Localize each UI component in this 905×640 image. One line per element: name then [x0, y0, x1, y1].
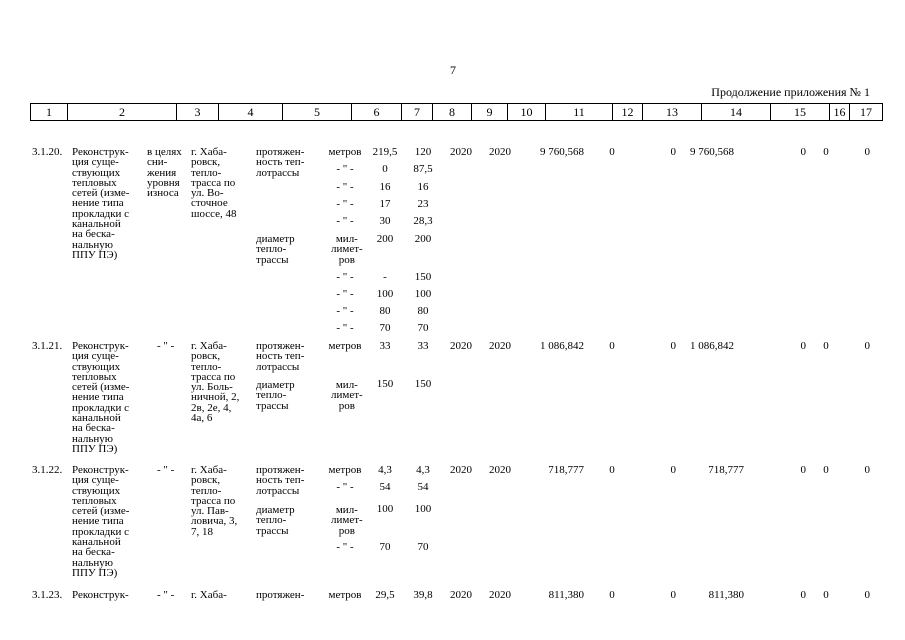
ditto-mark: - " -	[336, 198, 354, 210]
value-before: 54	[379, 481, 391, 493]
value-after: 87,5	[413, 163, 433, 175]
value-before: 29,5	[375, 589, 395, 601]
row-param-length: протяжен-	[256, 589, 305, 601]
row-unit: мил- лимет- ров	[331, 504, 363, 537]
col16-value: 0	[823, 589, 829, 601]
column-number: 11	[546, 104, 613, 121]
col13-value: 0	[670, 146, 676, 158]
col17-value: 0	[864, 146, 870, 158]
row-id: 3.1.21.	[32, 340, 63, 352]
col15-value: 0	[800, 146, 806, 158]
value-before: 219,5	[372, 146, 398, 158]
value-after: 33	[417, 340, 429, 352]
row-unit: метров	[328, 589, 362, 601]
value-after: 120	[414, 146, 432, 158]
continuation-caption: Продолжение приложения № 1	[711, 85, 870, 99]
ditto-mark: - " -	[336, 215, 354, 227]
row-purpose: - " -	[157, 464, 175, 476]
start-year: 2020	[450, 589, 472, 601]
value-before: 100	[376, 288, 394, 300]
value-before: 150	[376, 378, 394, 390]
ditto-mark: - " -	[336, 271, 354, 283]
value-after: 54	[417, 481, 429, 493]
end-year: 2020	[489, 340, 511, 352]
column-number: 1	[31, 104, 68, 121]
value-after: 150	[414, 271, 432, 283]
row-location: г. Хаба- ровск, тепло- трасса по ул. Боль- ничной, 2, 2в, 2е, 4, 4а, 6	[191, 340, 240, 425]
ditto-mark: - " -	[336, 322, 354, 334]
row-unit: мил- лимет- ров	[331, 379, 363, 412]
column-number: 7	[402, 104, 433, 121]
start-year: 2020	[450, 340, 472, 352]
value-before: 16	[379, 181, 391, 193]
value-before: 100	[376, 503, 394, 515]
col15-value: 0	[800, 464, 806, 476]
column-number: 5	[283, 104, 352, 121]
col12-value: 0	[609, 464, 615, 476]
value-before: 70	[379, 541, 391, 553]
value-before: 4,3	[378, 464, 392, 476]
col15-value: 0	[800, 340, 806, 352]
col13-value: 0	[670, 464, 676, 476]
column-number: 17	[850, 104, 883, 121]
row-location: г. Хаба- ровск, тепло- трасса по ул. Во- сточное шоссе, 48	[191, 146, 237, 220]
column-number: 13	[643, 104, 702, 121]
value-before: -	[383, 271, 387, 283]
value-before: 33	[379, 340, 391, 352]
row-unit: метров	[328, 146, 362, 158]
col14-value: 1 086,842	[690, 340, 734, 352]
row-location: г. Хаба-	[191, 589, 227, 601]
row-param-length: протяжен- ность теп- лотрассы	[256, 146, 305, 179]
row-param-diameter: диаметр тепло- трассы	[256, 379, 295, 412]
value-after: 4,3	[416, 464, 430, 476]
col17-value: 0	[864, 589, 870, 601]
row-name: Реконструк- ция суще- ствующих тепловых сетей (изме- нение типа прокладки с канальной на беска- нальную ППУ ПЭ)	[72, 146, 130, 261]
row-id: 3.1.23.	[32, 589, 63, 601]
row-purpose: - " -	[157, 340, 175, 352]
value-after: 200	[414, 233, 432, 245]
page-number: 7	[450, 63, 456, 77]
col12-value: 0	[609, 340, 615, 352]
row-purpose: в целях сни- жения уровня износа	[147, 146, 182, 200]
value-after: 70	[417, 541, 429, 553]
row-param-diameter: диаметр тепло- трассы	[256, 233, 295, 266]
row-unit: метров	[328, 464, 362, 476]
column-number: 6	[352, 104, 402, 121]
col13-value: 0	[670, 589, 676, 601]
row-unit: мил- лимет- ров	[331, 233, 363, 266]
col17-value: 0	[864, 464, 870, 476]
start-year: 2020	[450, 146, 472, 158]
col15-value: 0	[800, 589, 806, 601]
col16-value: 0	[823, 340, 829, 352]
col14-value: 718,777	[708, 464, 744, 476]
column-number: 8	[433, 104, 472, 121]
col13-value: 0	[670, 340, 676, 352]
row-param-length: протяжен- ность теп- лотрассы	[256, 464, 305, 497]
col14-value: 9 760,568	[690, 146, 734, 158]
row-id: 3.1.20.	[32, 146, 63, 158]
value-after: 16	[417, 181, 429, 193]
row-name: Реконструк-	[72, 589, 129, 601]
column-number: 3	[177, 104, 219, 121]
row-location: г. Хаба- ровск, тепло- трасса по ул. Пав- ловича, 3, 7, 18	[191, 464, 238, 538]
column-number: 9	[472, 104, 508, 121]
value-after: 39,8	[413, 589, 433, 601]
total-cost: 718,777	[548, 464, 584, 476]
ditto-mark: - " -	[336, 305, 354, 317]
value-before: 0	[382, 163, 388, 175]
column-number-header	[30, 103, 883, 121]
ditto-mark: - " -	[336, 288, 354, 300]
column-number: 12	[613, 104, 643, 121]
ditto-mark: - " -	[336, 181, 354, 193]
value-before: 30	[379, 215, 391, 227]
row-unit: метров	[328, 340, 362, 352]
row-purpose: - " -	[157, 589, 175, 601]
row-param-length: протяжен- ность теп- лотрассы	[256, 340, 305, 373]
value-before: 17	[379, 198, 391, 210]
column-number: 2	[68, 104, 177, 121]
end-year: 2020	[489, 589, 511, 601]
value-after: 100	[414, 288, 432, 300]
total-cost: 811,380	[548, 589, 584, 601]
row-name: Реконструк- ция суще- ствующих тепловых сетей (изме- нение типа прокладки с канальной на беска- нальную ППУ ПЭ)	[72, 340, 130, 455]
value-before: 200	[376, 233, 394, 245]
total-cost: 1 086,842	[540, 340, 584, 352]
value-after: 23	[417, 198, 429, 210]
col17-value: 0	[864, 340, 870, 352]
col16-value: 0	[823, 464, 829, 476]
value-after: 70	[417, 322, 429, 334]
ditto-mark: - " -	[336, 163, 354, 175]
ditto-mark: - " -	[336, 481, 354, 493]
col16-value: 0	[823, 146, 829, 158]
row-name: Реконструк- ция суще- ствующих тепловых сетей (изме- нение типа прокладки с канальной на беска- нальную ППУ ПЭ)	[72, 464, 130, 579]
value-after: 100	[414, 503, 432, 515]
column-number: 4	[219, 104, 283, 121]
row-param-diameter: диаметр тепло- трассы	[256, 504, 295, 537]
column-number: 10	[508, 104, 546, 121]
column-number: 15	[771, 104, 830, 121]
total-cost: 9 760,568	[540, 146, 584, 158]
end-year: 2020	[489, 464, 511, 476]
col12-value: 0	[609, 146, 615, 158]
column-number: 14	[702, 104, 771, 121]
value-after: 28,3	[413, 215, 433, 227]
column-number: 16	[830, 104, 850, 121]
col14-value: 811,380	[708, 589, 744, 601]
value-after: 150	[414, 378, 432, 390]
row-id: 3.1.22.	[32, 464, 63, 476]
end-year: 2020	[489, 146, 511, 158]
value-after: 80	[417, 305, 429, 317]
value-before: 80	[379, 305, 391, 317]
ditto-mark: - " -	[336, 541, 354, 553]
col12-value: 0	[609, 589, 615, 601]
value-before: 70	[379, 322, 391, 334]
start-year: 2020	[450, 464, 472, 476]
